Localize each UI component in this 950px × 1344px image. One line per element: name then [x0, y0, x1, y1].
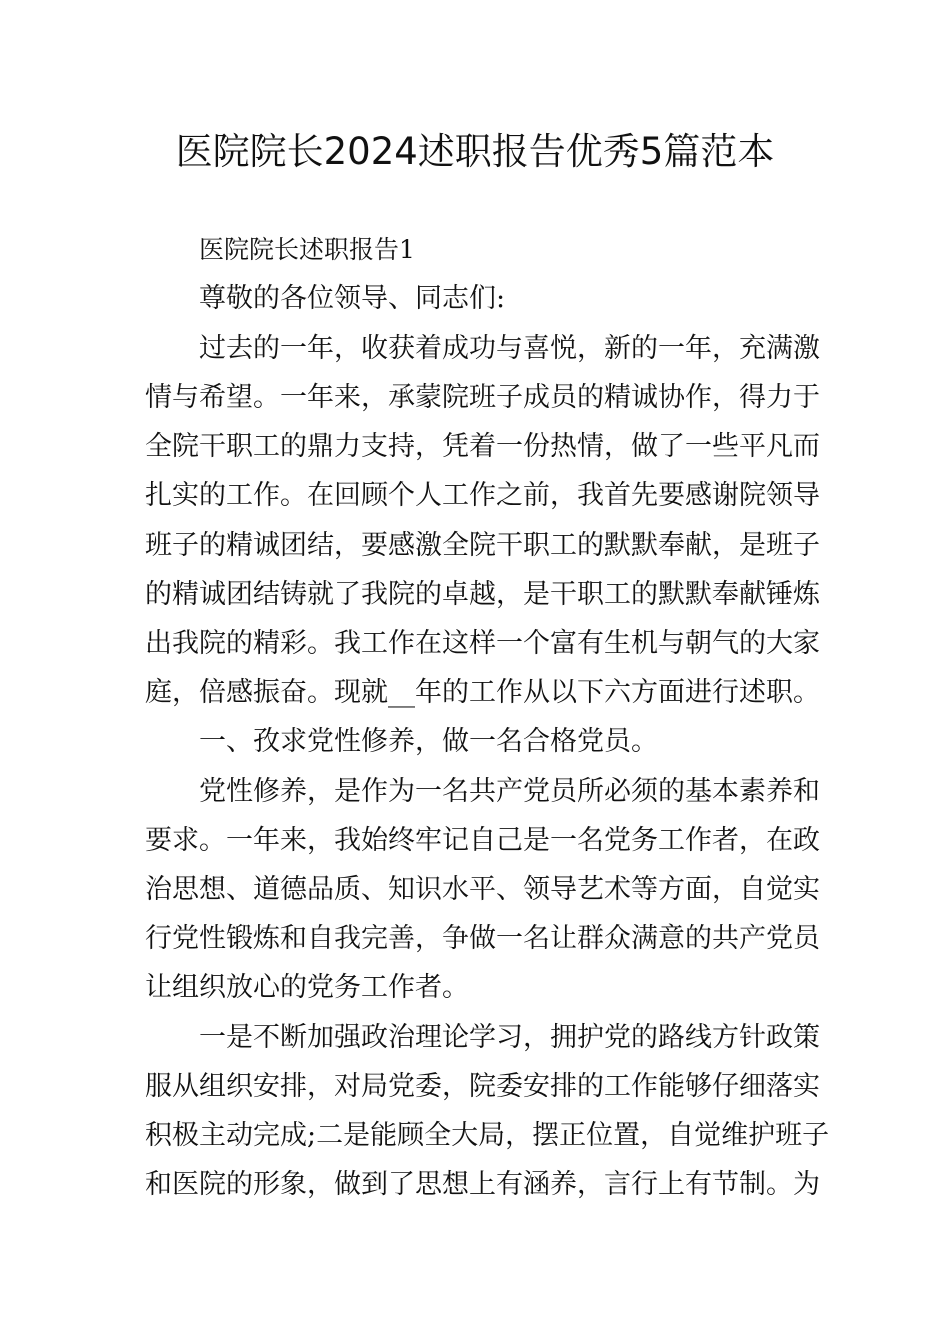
paragraph-line: 行党性锻炼和自我完善，争做一名让群众满意的共产党员 [145, 923, 820, 954]
paragraph-line: 让组织放心的党务工作者。 [145, 972, 469, 1003]
paragraph-line: 党性修养，是作为一名共产党员所必须的基本素养和 [199, 776, 820, 807]
paragraph-line: 班子的精诚团结，要感激全院干职工的默默奉献，是班子 [145, 530, 820, 561]
paragraph-line: 出我院的精彩。我工作在这样一个富有生机与朝气的大家 [145, 628, 820, 659]
document-title: 医院院长2024述职报告优秀5篇范本 [175, 130, 775, 173]
subsection-heading: 一、孜求党性修养，做一名合格党员。 [199, 726, 658, 757]
salutation: 尊敬的各位领导、同志们: [199, 283, 506, 314]
section-heading: 医院院长述职报告1 [199, 235, 415, 264]
paragraph-line: 服从组织安排，对局党委，院委安排的工作能够仔细落实 [145, 1071, 820, 1102]
paragraph-line: 过去的一年，收获着成功与喜悦，新的一年，充满激 [199, 333, 820, 364]
paragraph-line: 积极主动完成;二是能顾全大局，摆正位置，自觉维护班子 [145, 1120, 830, 1151]
paragraph-line: 的精诚团结铸就了我院的卓越，是干职工的默默奉献锤炼 [145, 579, 820, 610]
paragraph-line: 全院干职工的鼎力支持，凭着一份热情，做了一些平凡而 [145, 431, 820, 462]
paragraph-line: 治思想、道德品质、知识水平、领导艺术等方面，自觉实 [145, 874, 820, 905]
paragraph-line: 扎实的工作。在回顾个人工作之前，我首先要感谢院领导 [145, 480, 820, 511]
paragraph-line: 一是不断加强政治理论学习，拥护党的路线方针政策 [199, 1022, 820, 1053]
paragraph-line: 要求。一年来，我始终牢记自己是一名党务工作者，在政 [145, 825, 820, 856]
paragraph-line: 庭，倍感振奋。现就__年的工作从以下六方面进行述职。 [145, 677, 820, 708]
paragraph-line: 情与希望。一年来，承蒙院班子成员的精诚协作，得力于 [145, 382, 820, 413]
paragraph-line: 和医院的形象，做到了思想上有涵养，言行上有节制。为 [145, 1169, 820, 1200]
